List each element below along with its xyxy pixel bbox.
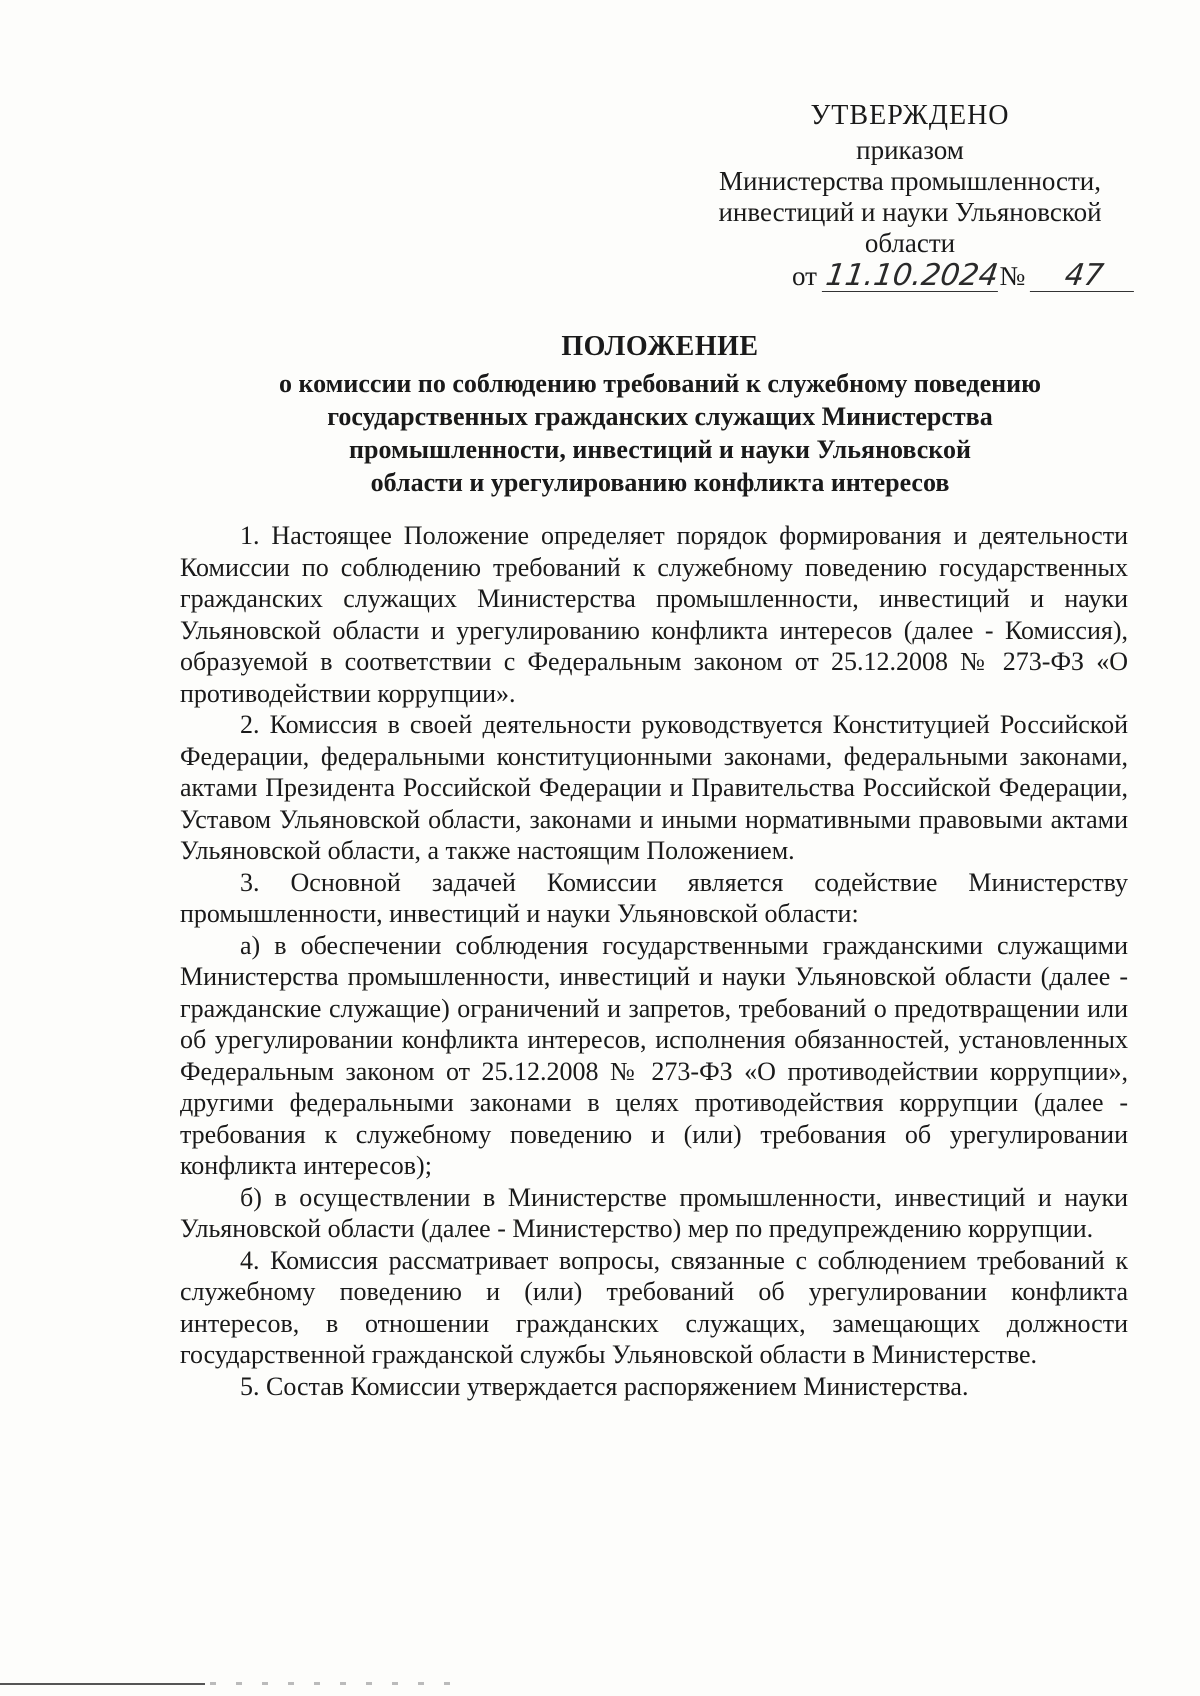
approval-ministry-line-1: Министерства промышленности, <box>719 166 1101 196</box>
paragraph-3: 3. Основной задачей Комиссии является содействие Министерству промышленности, инвестиций и науки Ульяновской области: <box>180 867 1128 928</box>
handwritten-order-number: 47 <box>1030 261 1138 292</box>
order-date-number-line <box>792 258 1120 293</box>
number-sign: № <box>999 261 1026 291</box>
document-heading <box>240 330 1080 499</box>
document-subtitle-line-4: области и урегулированию конфликта интересов <box>370 468 950 497</box>
document-body <box>180 520 1128 1402</box>
approval-stamp-block <box>700 100 1120 292</box>
paragraph-5: 5. Состав Комиссии утверждается распоряжением Министерства. <box>240 1371 969 1401</box>
approval-ministry-line-3: области <box>864 228 956 258</box>
approval-title: УТВЕРЖДЕНО <box>810 100 1010 131</box>
paragraph-1: 1. Настоящее Положение определяет порядок формирования и деятельности Комиссии по соблюдению требований к служебному поведению государственных гражданских служащих Министерства промышленности, инвестиций и науки Ульяновской области и урегулированию конфликта интересов (далее - Комиссия), образуемой в соответствии с Федеральным законом от 25.12.2008 № 273-ФЗ «О противодействии коррупции». <box>180 521 1128 708</box>
paragraph-3b: б) в осуществлении в Министерстве промышленности, инвестиций и науки Ульяновской области (далее - Министерство) мер по предупреждению коррупции. <box>180 1182 1128 1243</box>
paragraph-2: 2. Комиссия в своей деятельности руководствуется Конституцией Российской Федерации, федеральными конституционными законами, федеральными законами, актами Президента Российской Федерации и Правительства Российской Федерации, Уставом Ульяновской области, законами и иными нормативными правовыми актами Ульяновской области, а также настоящим Положением. <box>180 710 1128 865</box>
document-subtitle-line-3: промышленности, инвестиций и науки Ульяновской <box>349 435 971 464</box>
handwritten-date: 11.10.2024 <box>823 258 1001 293</box>
approval-by: приказом <box>856 135 964 165</box>
document-subtitle-line-1: о комиссии по соблюдению требований к служебному поведению <box>279 369 1041 398</box>
paragraph-3a: а) в обеспечении соблюдения государственными гражданскими служащими Министерства промышленности, инвестиций и науки Ульяновской области (далее - гражданские служащие) ограничений и запретов, требований о предотвращении или об урегулировании конфликта интересов, исполнения обязанностей, установленных Федеральным законом от 25.12.2008 № 273-ФЗ «О противодействии коррупции», другими федеральными законами в целях противодействия коррупции (далее - требования к служебному поведению и (или) требования об урегулировании конфликта интересов); <box>180 930 1128 1180</box>
footer-scan-artifact <box>210 1682 460 1685</box>
date-prefix: от <box>792 261 817 291</box>
approval-ministry-line-2: инвестиций и науки Ульяновской <box>718 197 1102 227</box>
document-title: ПОЛОЖЕНИЕ <box>561 331 759 362</box>
paragraph-4: 4. Комиссия рассматривает вопросы, связанные с соблюдением требований к служебному поведению и (или) требований об урегулировании конфликта интересов, в отношении гражданских служащих, замещающих должности государственной гражданской службы Ульяновской области в Министерстве. <box>180 1245 1128 1369</box>
document-subtitle-line-2: государственных гражданских служащих Министерства <box>327 402 993 431</box>
footer-divider <box>0 1683 205 1685</box>
